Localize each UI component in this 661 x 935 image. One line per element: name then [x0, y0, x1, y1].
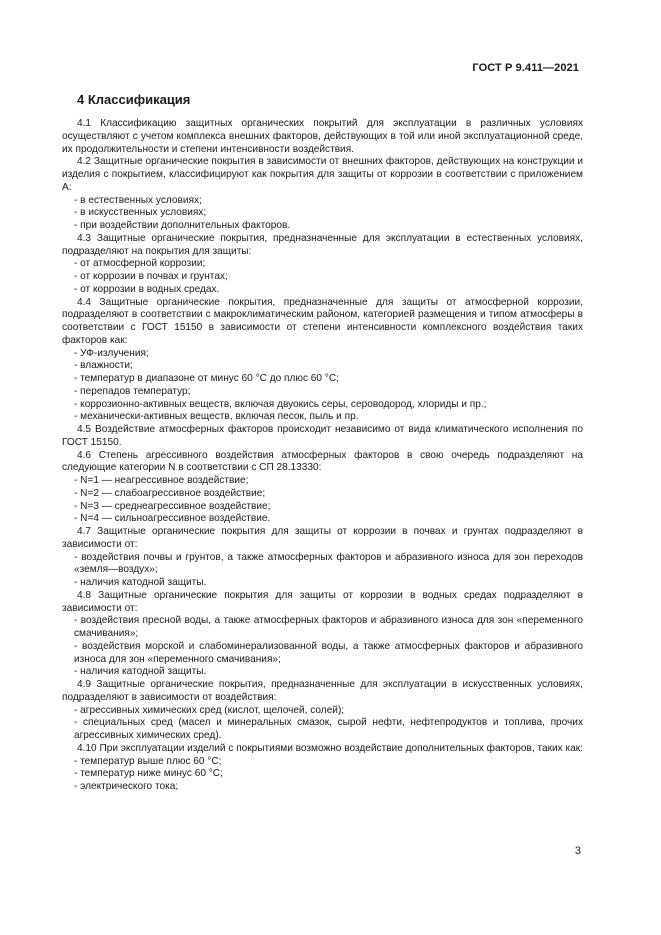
- list-item: - N=2 — слабоагрессивное воздействие;: [74, 487, 266, 499]
- clause-paragraph: 4.1 Классификацию защитных органических покрытий для эксплуатации в различных условиях осуществляют с учетом комплекса внешних факторов, действующих в той или иной эксплуатационной среде, их продолжительности и степени интенсивности воздействия.: [62, 118, 583, 155]
- list-item: - коррозионно-активных веществ, включая двуокись серы, сероводород, хлориды и пр.;: [74, 398, 487, 410]
- clause-paragraph: 4.6 Степень агрессивного воздействия атмосферных факторов в свою очередь подразделяют на следующие категории N в соответствии с СП 28.13330:: [62, 449, 583, 474]
- list-item: - УФ-излучения;: [74, 347, 149, 359]
- list-item: - температур ниже минус 60 °С;: [74, 768, 223, 780]
- clause-paragraph: 4.10 При эксплуатации изделий с покрытиями возможно воздействие дополнительных факторов, таких как:: [77, 742, 583, 754]
- clause-paragraph: 4.4 Защитные органические покрытия, предназначенные для защиты от атмосферной коррозии, подразделяют в соответствии с макроклиматическим районом, категорией размещения и типом атмосферы в соответствии с ГОСТ 15150 в зависимости от степени интенсивности комплексного воздействия таких факторов как:: [62, 296, 583, 346]
- list-item: - воздействия пресной воды, а также атмосферных факторов и абразивного износа для зон «переменного смачивания»;: [74, 615, 583, 639]
- list-item: - при воздействии дополнительных факторов.: [74, 220, 291, 231]
- list-item: - специальных сред (масел и минеральных смазок, сырой нефти, нефтепродуктов и топлива, прочих агрессивных химических сред).: [74, 717, 583, 741]
- list-item: - влажности;: [74, 360, 133, 372]
- list-item: - воздействия морской и слабоминерализованной воды, а также атмосферных факторов и абразивного износа для зон «переменного смачивания»;: [74, 640, 583, 665]
- list-item: - в искусственных условиях;: [74, 207, 207, 219]
- clause-paragraph: 4.9 Защитные органические покрытия, предназначенные для эксплуатации в искусственных условиях, подразделяют в зависимости от воздействия:: [62, 679, 583, 703]
- list-item: - N=3 — среднеагрессивное воздействие;: [74, 500, 271, 512]
- list-item: - наличия катодной защиты.: [74, 666, 207, 678]
- list-item: - от коррозии в водных средах.: [74, 283, 220, 295]
- list-item: - N=1 — неагрессивное воздействие;: [74, 475, 249, 486]
- clause-paragraph: 4.5 Воздействие атмосферных факторов происходит независимо от вида климатического исполнения по ГОСТ 15150.: [62, 424, 583, 448]
- clause-paragraph: 4.8 Защитные органические покрытия для защиты от коррозии в водных средах подразделяют в зависимости от:: [62, 589, 583, 614]
- clause-paragraph: 4.2 Защитные органические покрытия в зависимости от внешних факторов, действующих на конструкции и изделия с покрытием, классифицируют как покрытия для защиты от коррозии в соответствии с приложением А:: [62, 156, 583, 193]
- list-item: - воздействия почвы и грунтов, а также атмосферных факторов и абразивного износа для зон переходов «земля—воздух»;: [74, 551, 583, 576]
- clause-paragraph: 4.7 Защитные органические покрытия для защиты от коррозии в почвах и грунтах подразделяют в зависимости от:: [62, 526, 583, 550]
- list-item: - от атмосферной коррозии;: [74, 258, 206, 270]
- clause-paragraph: 4.3 Защитные органические покрытия, предназначенные для эксплуатации в естественных условиях, подразделяют на покрытия для защиты:: [62, 232, 583, 257]
- list-item: - N=4 — сильноагрессивное воздействие.: [74, 513, 271, 525]
- list-item: - температур в диапазоне от минус 60 °С до плюс 60 °С;: [74, 373, 339, 384]
- page-number: 3: [574, 845, 581, 857]
- list-item: - температур выше плюс 60 °С;: [74, 755, 222, 767]
- list-item: - от коррозии в почвах и грунтах;: [74, 271, 228, 282]
- document-body: [62, 118, 583, 794]
- list-item: - перепадов температур;: [74, 385, 191, 397]
- section-title: 4 Классификация: [77, 92, 191, 107]
- list-item: - наличия катодной защиты.: [74, 577, 207, 588]
- list-item: - агрессивных химических сред (кислот, щелочей, солей);: [74, 704, 345, 716]
- list-item: - в естественных условиях;: [74, 194, 202, 206]
- list-item: - электрического тока;: [74, 781, 179, 792]
- list-item: - механически-активных веществ, включая песок, пыль и пр.: [74, 411, 359, 423]
- document-code: ГОСТ Р 9.411—2021: [472, 62, 579, 74]
